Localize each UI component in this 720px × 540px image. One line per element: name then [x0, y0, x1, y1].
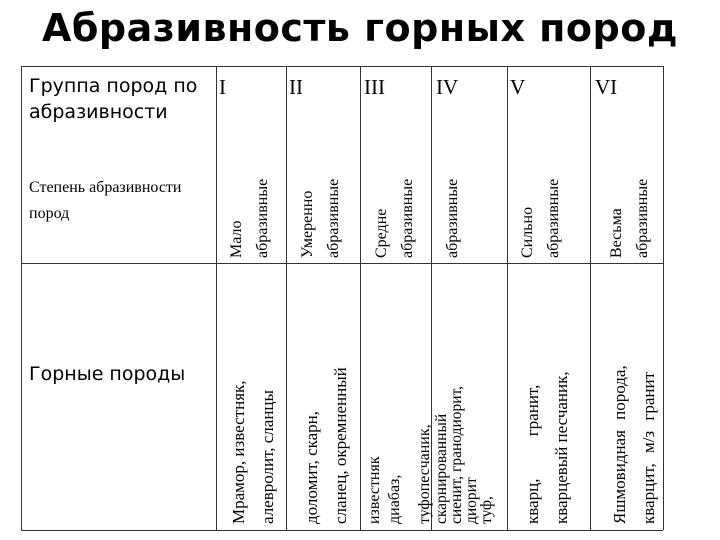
- rocks-text-group-3: [365, 424, 435, 524]
- rocks-line: известняк: [366, 456, 383, 524]
- degree-text-group-5: [515, 179, 567, 258]
- rocks-line: диабаз,: [386, 474, 403, 524]
- degree-line: абразивные: [254, 178, 271, 258]
- table-border-left: [21, 66, 22, 530]
- rocks-text-group-5: [518, 371, 576, 524]
- degree-line: абразивные: [634, 178, 651, 258]
- degree-line: абразивные: [444, 178, 461, 258]
- rocks-line: туф,: [478, 496, 495, 524]
- degree-line: Весьма: [608, 208, 625, 258]
- rocks-text-group-1: [224, 380, 282, 524]
- col-separator: [590, 66, 591, 530]
- degree-row-label: Степень абразивности пород: [29, 179, 182, 222]
- rocks-line: доломит, скарн,: [302, 410, 321, 524]
- rocks-line: Мрамор, известняк,: [229, 380, 248, 524]
- col-separator: [507, 66, 508, 530]
- rocks-line: скарнированный: [433, 413, 450, 524]
- rocks-line: диорит: [463, 477, 480, 524]
- rocks-text-group-6: [605, 365, 663, 524]
- group-numeral-2: II: [289, 75, 303, 99]
- degree-line: Умеренно: [299, 190, 316, 258]
- degree-line: абразивные: [399, 178, 416, 258]
- rocks-line: кварцевый песчаник,: [552, 371, 571, 524]
- col-separator: [286, 66, 287, 530]
- degree-text-group-6: [604, 179, 656, 258]
- rocks-text-group-2: [297, 367, 355, 524]
- rocks-line: сиенит, гранодиорит,: [448, 385, 465, 524]
- degree-line: абразивные: [325, 178, 342, 258]
- group-numeral-5: V: [510, 75, 526, 99]
- abrasiveness-table: [21, 66, 663, 530]
- rocks-line: кварцит, м/з гранит: [639, 371, 658, 524]
- degree-line: Мало: [228, 220, 245, 258]
- rocks-row-label: Горные породы: [29, 363, 186, 385]
- rocks-line: алевролит, сланцы: [258, 390, 277, 524]
- group-numeral-1: I: [219, 75, 226, 99]
- col-separator: [216, 66, 217, 530]
- rocks-line: кварц, гранит,: [523, 384, 542, 524]
- col-separator: [360, 66, 361, 530]
- slide-title: Абразивность горных пород: [41, 6, 679, 50]
- group-numeral-6: VI: [595, 75, 618, 99]
- group-numeral-4: IV: [436, 75, 459, 99]
- rocks-text-group-4: [434, 386, 494, 524]
- degree-text-group-4: [440, 179, 466, 258]
- table-border-bottom: [21, 530, 663, 531]
- rocks-line: Яшмовидная порода,: [610, 365, 629, 524]
- degree-line: абразивные: [545, 178, 562, 258]
- degree-line: Средне: [373, 208, 390, 258]
- row-separator: [21, 263, 663, 264]
- degree-text-group-1: [224, 179, 276, 258]
- group-row-label: Группа пород по абразивности: [29, 75, 198, 123]
- degree-line: Сильно: [519, 206, 536, 258]
- degree-text-group-3: [369, 179, 421, 258]
- group-numeral-3: III: [364, 75, 385, 99]
- table-border-top: [21, 66, 663, 67]
- rocks-line: туфопесчаник,: [416, 424, 433, 524]
- degree-text-group-2: [295, 179, 347, 258]
- table-border-right: [663, 66, 664, 530]
- rocks-line: сланец, окремненный: [331, 367, 350, 524]
